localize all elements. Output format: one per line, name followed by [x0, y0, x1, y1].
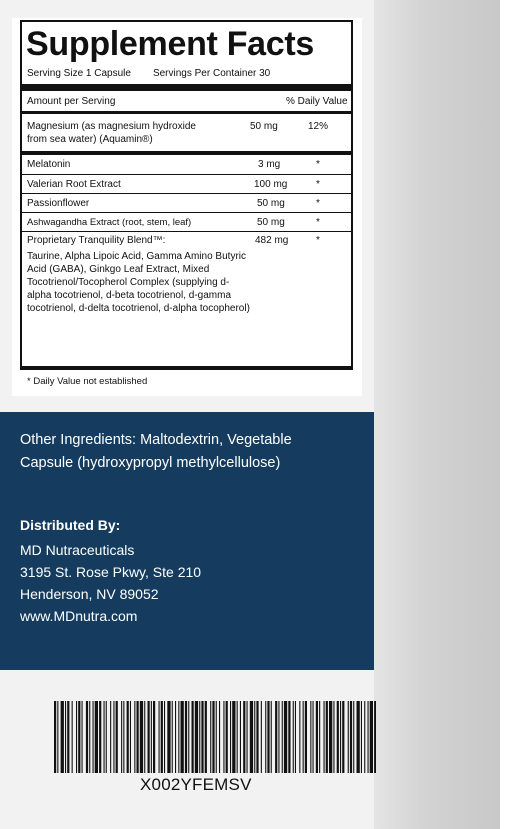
- barcode-bar: [121, 701, 122, 773]
- barcode-bar: [130, 701, 131, 773]
- barcode-bar: [67, 701, 69, 773]
- barcode-bar: [175, 701, 176, 773]
- barcode-bar: [99, 701, 101, 773]
- row-dv-melatonin: *: [316, 159, 320, 170]
- barcode-bar: [370, 701, 373, 773]
- row-name-valerian: Valerian Root Extract: [27, 179, 121, 190]
- barcode-bar: [134, 701, 135, 773]
- barcode-bar: [151, 701, 152, 773]
- row-dv-blend: *: [316, 235, 320, 246]
- row-divider: [22, 231, 351, 232]
- row-name-melatonin: Melatonin: [27, 159, 71, 170]
- barcode-bar: [310, 701, 311, 773]
- dv-header: % Daily Value: [286, 96, 348, 107]
- barcode-bar: [361, 701, 362, 773]
- barcode-bar: [284, 701, 287, 773]
- barcode-bar: [159, 701, 160, 773]
- barcode-bar: [172, 701, 173, 773]
- barcode-bar: [350, 701, 352, 773]
- barcode-bar: [181, 701, 184, 773]
- barcode-bar: [210, 701, 211, 773]
- barcode-bar: [267, 701, 269, 773]
- barcode-bar: [230, 701, 231, 773]
- barcode-bar: [333, 701, 334, 773]
- barcode-bar: [104, 701, 105, 773]
- row-amount-ashwagandha: 50 mg: [257, 217, 285, 228]
- blend-description: Taurine, Alpha Lipoic Acid, Gamma Amino Butyric Acid (GABA), Ginkgo Leaf Extract, Mixed Tocotrienol/Tocopherol Complex (supplying d-alpha tocotrienol, d-beta tocotrienol, d-gamma tocotrienol, d-delta tocotrienol, d-alpha tocopherol): [27, 251, 250, 314]
- bottom-rule: [22, 366, 351, 370]
- barcode-bar: [164, 701, 165, 773]
- barcode-bar: [261, 701, 262, 773]
- barcode-bar: [76, 701, 77, 773]
- row-divider: [22, 212, 351, 213]
- barcode-bar: [256, 701, 258, 773]
- barcode-bar: [368, 701, 369, 773]
- barcode-bar: [357, 701, 360, 773]
- barcode-bar: [226, 701, 228, 773]
- barcode-bar: [237, 701, 238, 773]
- distributor-heading: Distributed By:: [20, 517, 121, 533]
- barcode-bar: [271, 701, 272, 773]
- row-dv-valerian: *: [316, 179, 320, 190]
- barcode-bar: [240, 701, 241, 773]
- barcode-bar: [282, 701, 283, 773]
- barcode-bar: [305, 701, 307, 773]
- supplement-facts-label: [20, 20, 353, 387]
- barcode-bar: [201, 701, 203, 773]
- barcode-bar: [303, 701, 304, 773]
- barcode-bar: [89, 701, 90, 773]
- barcode-bar: [329, 701, 332, 773]
- row-amount-melatonin: 3 mg: [258, 159, 281, 170]
- barcode-bar: [293, 701, 294, 773]
- barcode-bar: [254, 701, 255, 773]
- ingredients-panel: [0, 412, 374, 670]
- row-name-passionflower: Passionflower: [27, 198, 90, 209]
- barcode-bar: [110, 701, 111, 773]
- barcode-bar: [148, 701, 150, 773]
- distributor-city: Henderson, NV 89052: [20, 586, 159, 602]
- barcode-bar: [116, 701, 118, 773]
- barcode-bar: [316, 701, 318, 773]
- thick-rule: [22, 84, 351, 91]
- barcode-bar: [61, 701, 64, 773]
- distributor-website[interactable]: www.MDnutra.com: [20, 608, 138, 624]
- barcode-bar: [153, 701, 155, 773]
- row-divider: [22, 174, 351, 175]
- barcode-bar: [78, 701, 80, 773]
- barcode-bar: [265, 701, 266, 773]
- barcode-bar: [319, 701, 320, 773]
- barcode-text: X002YFEMSV: [140, 775, 252, 794]
- distributor-street: 3195 St. Rose Pkwy, Ste 210: [20, 564, 202, 580]
- barcode-bar: [82, 701, 83, 773]
- serving-info: [27, 68, 292, 80]
- barcode-bar: [295, 701, 296, 773]
- barcode-bar: [216, 701, 217, 773]
- barcode-bar: [93, 701, 94, 773]
- barcode-bar: [192, 701, 194, 773]
- row-name-magnesium: Magnesium (as magnesium hydroxide: [27, 121, 196, 132]
- barcode-bar: [223, 701, 224, 773]
- package-side: [374, 0, 500, 829]
- row-name-blend: Proprietary Tranquility Blend™:: [27, 235, 166, 246]
- barcode-bar: [348, 701, 349, 773]
- row-name-ashwagandha: Ashwagandha Extract (root, stem, leaf): [27, 217, 192, 228]
- barcode-bar: [299, 701, 300, 773]
- barcode-graphic: [54, 701, 376, 773]
- barcode-bar: [54, 701, 56, 773]
- barcode-bar: [278, 701, 279, 773]
- barcode-bar: [161, 701, 163, 773]
- barcode-bar: [113, 701, 114, 773]
- barcode-bar: [219, 701, 220, 773]
- barcode-bar: [188, 701, 189, 773]
- barcode-bar: [127, 701, 129, 773]
- barcode-bar: [106, 701, 107, 773]
- row-amount-passionflower: 50 mg: [257, 198, 285, 209]
- serving-size: Serving Size 1 Capsule: [27, 68, 131, 79]
- barcode-bar: [140, 701, 143, 773]
- row-name-magnesium-2: from sea water) (Aquamin®): [27, 134, 153, 145]
- barcode-bar: [232, 701, 235, 773]
- barcode-bar: [205, 701, 207, 773]
- barcode-bar: [250, 701, 253, 773]
- barcode-bar: [324, 701, 325, 773]
- barcode-bar: [288, 701, 290, 773]
- facts-title: Supplement Facts: [26, 25, 315, 63]
- footnote: * Daily Value not established: [27, 376, 148, 387]
- barcode-bar: [65, 701, 66, 773]
- medium-rule: [22, 111, 351, 114]
- amount-header: Amount per Serving: [27, 96, 116, 107]
- servings-per-container: Servings Per Container 30: [152, 68, 271, 79]
- row-amount-valerian: 100 mg: [254, 179, 288, 190]
- barcode-bar: [337, 701, 339, 773]
- heavy-rule: [22, 151, 351, 155]
- row-dv-passionflower: *: [316, 198, 320, 209]
- barcode-bar: [247, 701, 248, 773]
- barcode-bar: [212, 701, 214, 773]
- barcode-bar: [326, 701, 328, 773]
- barcode-bar: [353, 701, 354, 773]
- row-dv-ashwagandha: *: [316, 217, 320, 228]
- barcode-bar: [243, 701, 245, 773]
- barcode-bar: [178, 701, 179, 773]
- barcode-bar: [364, 701, 365, 773]
- barcode-bar: [72, 701, 73, 773]
- barcode-bar: [123, 701, 124, 773]
- barcode-bar: [144, 701, 145, 773]
- barcode-bar: [374, 701, 376, 773]
- row-amount-magnesium: 50 mg: [250, 121, 278, 132]
- row-divider: [22, 193, 351, 194]
- barcode-bar: [86, 701, 88, 773]
- barcode-bar: [313, 701, 314, 773]
- other-ingredients: Other Ingredients: Maltodextrin, Vegetable Capsule (hydroxypropyl methylcellulose): [20, 432, 292, 471]
- distributor-name: MD Nutraceuticals: [20, 542, 135, 558]
- barcode-bar: [57, 701, 58, 773]
- barcode-bar: [275, 701, 277, 773]
- barcode-bar: [137, 701, 139, 773]
- barcode-bar: [95, 701, 98, 773]
- row-dv-magnesium: 12%: [308, 121, 329, 132]
- barcode-bar: [167, 701, 170, 773]
- barcode-bar: [195, 701, 198, 773]
- row-amount-blend: 482 mg: [255, 235, 289, 246]
- barcode-bar: [342, 701, 344, 773]
- barcode-bar: [199, 701, 200, 773]
- distributor-address: [20, 539, 201, 627]
- barcode-bar: [185, 701, 187, 773]
- barcode-bar: [340, 701, 341, 773]
